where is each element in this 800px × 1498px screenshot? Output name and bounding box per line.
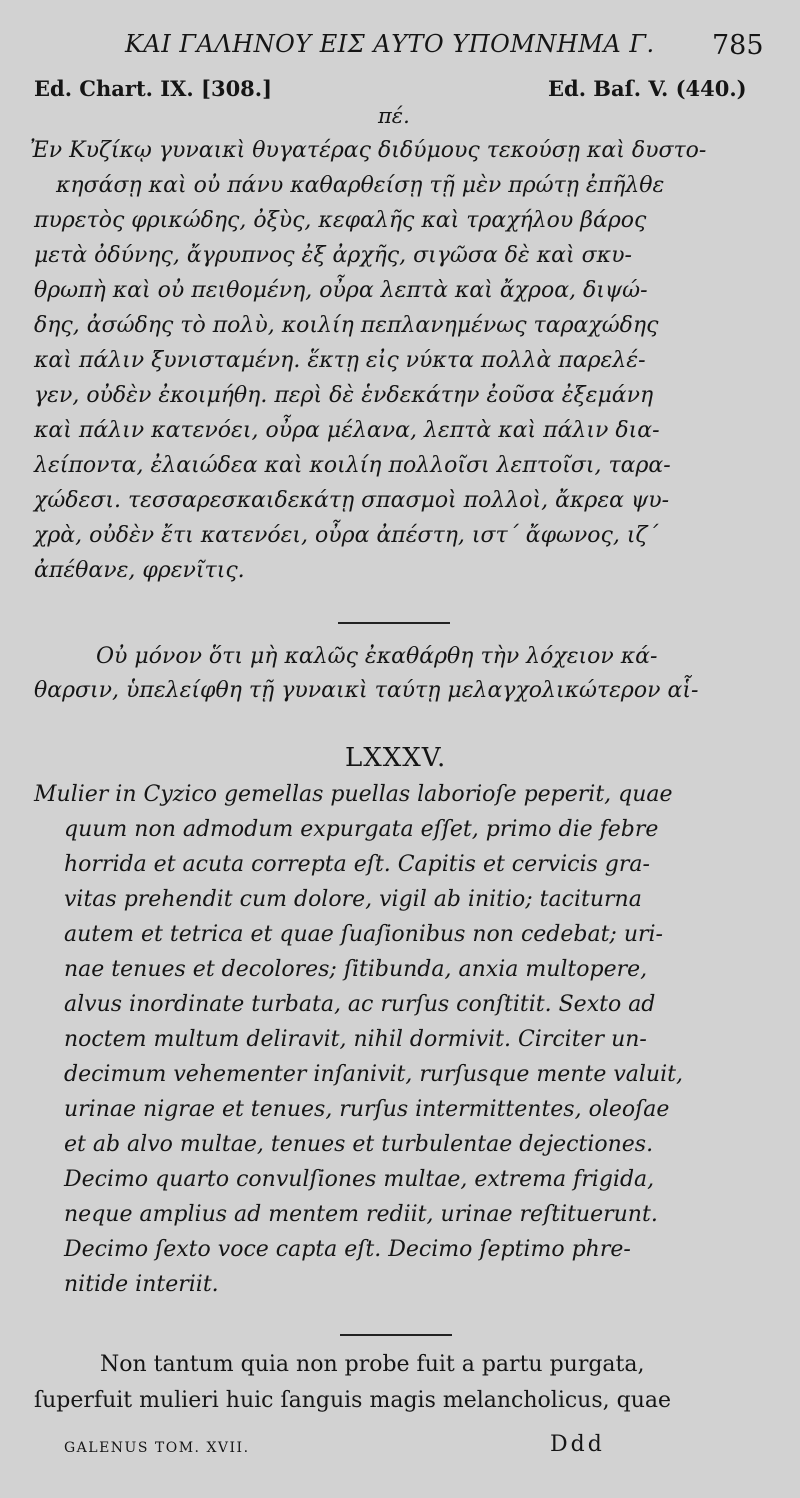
latin-section-number: LXXXV. <box>345 743 447 773</box>
text-line: δης, ἀσώδης τὸ πολὺ, κοιλίη πεπλανημένως ταραχώδης <box>34 313 659 338</box>
text-line: Mulier in Cyzico gemellas puellas laborioſe peperit, quae <box>34 782 673 807</box>
text-line: Ἐν Κυζίκῳ γυναικὶ θυγατέρας διδύμους τεκούσῃ καὶ δυστο- <box>30 138 707 163</box>
text-line: et ab alvo multae, tenues et turbulentae dejectiones. <box>64 1132 654 1157</box>
text-line: nitide interiit. <box>64 1272 219 1297</box>
signature-line: GALENUS TOM. XVII. <box>64 1440 250 1456</box>
text-line: καὶ πάλιν κατενόει, οὖρα μέλανα, λεπτὰ καὶ πάλιν δια- <box>34 418 660 443</box>
signature-mark: Ddd <box>550 1432 605 1457</box>
text-line: ἀπέθανε, φρενῖτις. <box>34 558 245 583</box>
text-line: vitas prehendit cum dolore, vigil ab initio; taciturna <box>64 887 642 912</box>
text-line: Decimo quarto convulſiones multae, extrema frigida, <box>64 1167 655 1192</box>
text-line: καὶ πάλιν ξυνισταμένη. ἕκτῃ εἰς νύκτα πολλὰ παρελέ- <box>34 348 646 373</box>
text-line: θρωπὴ καὶ οὐ πειθομένη, οὖρα λεπτὰ καὶ ἄχροα, διψώ- <box>34 278 648 303</box>
text-line: χώδεσι. τεσσαρεσκαιδεκάτῃ σπασμοὶ πολλοὶ, ἄκρεα ψυ- <box>34 488 670 513</box>
greek-section-number: πέ. <box>378 104 410 128</box>
text-line: λείποντα, ἐλαιώδεα καὶ κοιλίη πολλοῖσι λεπτοῖσι, ταρα- <box>34 453 671 478</box>
text-line: Non tantum quia non probe fuit a partu purgata, <box>100 1352 645 1377</box>
text-line: neque amplius ad mentem rediit, urinae reſtituerunt. <box>64 1202 658 1227</box>
text-line: nae tenues et decolores; ſitibunda, anxia multopere, <box>64 957 648 982</box>
text-line: Οὐ μόνον ὅτι μὴ καλῶς ἐκαθάρθη τὴν λόχειον κά- <box>96 644 658 669</box>
text-line: autem et tetrica et quae ſuaſionibus non cedebat; uri- <box>64 922 663 947</box>
text-line: κησάσῃ καὶ οὐ πάνυ καθαρθείσῃ τῇ μὲν πρώτῃ ἐπῆλθε <box>56 173 665 198</box>
text-line: alvus inordinate turbata, ac rurſus conſtitit. Sexto ad <box>64 992 656 1017</box>
text-line: urinae nigrae et tenues, rurſus intermittentes, oleoſae <box>64 1097 670 1122</box>
text-line: horrida et acuta correpta eſt. Capitis et cervicis gra- <box>64 852 650 877</box>
text-line: θαρσιν, ὑπελείφθη τῇ γυναικὶ ταύτῃ μελαγχολικώτερον αἷ- <box>34 678 699 703</box>
text-line: μετὰ ὀδύνης, ἄγρυπνος ἐξ ἀρχῆς, σιγῶσα δὲ καὶ σκυ- <box>34 243 632 268</box>
edition-reference-left: Ed. Chart. IX. [308.] <box>34 76 273 101</box>
text-line: χρὰ, οὐδὲν ἔτι κατενόει, οὖρα ἀπέστη, ιστ΄ ἄφωνος, ιζ΄ <box>34 523 659 548</box>
running-head: ΚΑΙ ΓΑΛΗΝΟΥ ΕΙΣ ΑΥΤΟ ΥΠΟΜΝΗΜΑ Γ. <box>125 30 655 58</box>
section-divider <box>340 1334 452 1336</box>
text-line: quum non admodum expurgata eſſet, primo die febre <box>64 817 659 842</box>
text-line: πυρετὸς φρικώδης, ὀξὺς, κεφαλῆς καὶ τραχήλου βάρος <box>34 208 647 233</box>
edition-reference-right: Ed. Baſ. V. (440.) <box>548 76 747 101</box>
text-line: decimum vehementer inſanivit, rurſusque mente valuit, <box>64 1062 683 1087</box>
page-number: 785 <box>712 30 764 61</box>
text-line: noctem multum deliravit, nihil dormivit. Circiter un- <box>64 1027 647 1052</box>
section-divider <box>338 622 450 624</box>
text-line: Decimo ſexto voce capta eſt. Decimo ſeptimo phre- <box>64 1237 631 1262</box>
text-line: ſuperfuit mulieri huic ſanguis magis melancholicus, quae <box>34 1388 672 1413</box>
text-line: γεν, οὐδὲν ἐκοιμήθη. περὶ δὲ ἑνδεκάτην ἐοῦσα ἐξεμάνη <box>34 383 654 408</box>
